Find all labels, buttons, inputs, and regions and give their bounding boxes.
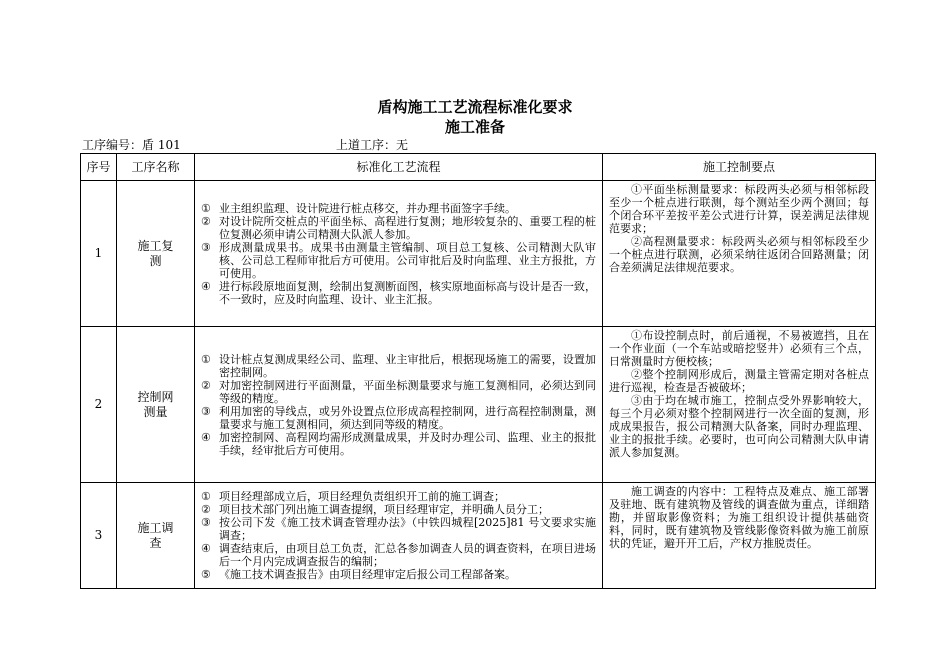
step-text: 对加密控制网进行平面测量，平面坐标测量要求与施工复测相同，必须达到同等级的精度。	[219, 378, 596, 405]
process-steps	[195, 483, 603, 589]
process-steps	[195, 327, 603, 483]
process-name: 施工调查	[117, 483, 195, 589]
step-text: 利用加密的导线点，或另外设置点位形成高程控制网，进行高程控制测量，测量要求与施工复测相同，须达到同等级的精度。	[219, 404, 596, 431]
step-item	[201, 215, 596, 241]
control-point: 施工调查的内容中：工程特点及难点、施工部署及驻地、既有建筑物及管线的调查做为重点，详细踏勘，并留取影像资料；为施工组织设计提供基础资料，同时，既有建筑物及管线影像资料做为施工前原状的凭证，避开开工后，产权方推脱责任。	[609, 485, 869, 550]
step-item	[201, 568, 596, 581]
process-steps	[195, 181, 603, 327]
step-text: 形成测量成果书。成果书由测量主管编制、项目总工复核、公司精测大队审核、公司总工程师审批后方可使用。公司审批后及时向监理、业主方报批，方可使用。	[219, 240, 596, 280]
step-item	[201, 405, 596, 431]
step-marker: ①	[201, 490, 211, 503]
step-marker: ③	[201, 404, 211, 418]
step-item	[201, 490, 596, 503]
step-text: 业主组织监理、设计院进行桩点移交，并办理书面签字手续。	[219, 201, 516, 215]
step-marker: ②	[201, 378, 211, 392]
step-item	[201, 353, 596, 379]
header-no: 序号	[81, 154, 117, 181]
row-number: 1	[81, 181, 117, 327]
control-point: ①布设控制点时，前后通视，不易被遮挡，且在一个作业面（一个车站或暗挖竖井）必须有三个点，日常测量时方便校核；	[609, 329, 869, 368]
step-marker: ①	[201, 201, 211, 215]
process-name: 控制网测量	[117, 327, 195, 483]
step-marker: ④	[201, 279, 211, 293]
control-points	[603, 327, 876, 483]
step-marker: ⑤	[201, 568, 211, 581]
document-subtitle: 施工准备	[444, 118, 505, 136]
step-text: 项目经理部成立后，项目经理负责组织开工前的施工调查；	[219, 490, 505, 503]
control-point: ③由于均在城市施工，控制点受外界影响较大，每三个月必须对整个控制网进行一次全面的复测，形成成果报告，报公司精测大队备案，同时办理监理、业主的报批手续。必要时，也可向公司精测大队申请派人参加复测。	[609, 394, 869, 459]
control-points	[603, 181, 876, 327]
step-item	[201, 280, 596, 306]
step-marker: ④	[201, 430, 211, 444]
header-control: 施工控制要点	[603, 154, 876, 181]
header-name: 工序名称	[117, 154, 195, 181]
step-item	[201, 516, 596, 542]
step-marker: ①	[201, 352, 211, 366]
control-point: ②高程测量要求：标段两头必须与相邻标段至少一个桩点进行联测，必须采纳往返闭合回路测量；闭合差须满足法律规范要求。	[609, 235, 869, 274]
header-process: 标准化工艺流程	[195, 154, 603, 181]
step-marker: ②	[201, 214, 211, 228]
step-item	[201, 542, 596, 568]
process-name: 施工复测	[117, 181, 195, 327]
step-item	[201, 431, 596, 457]
step-text: 《施工技术调查报告》由项目经理审定后报公司工程部备案。	[219, 568, 516, 581]
control-point: ②整个控制网形成后，测量主管需定期对各桩点进行巡视，检查是否被破坏；	[609, 368, 869, 394]
step-text: 调查结束后，由项目总工负责，汇总各参加调查人员的调查资料，在项目进场后一个月内完成调查报告的编制；	[219, 542, 596, 568]
step-text: 进行标段原地面复测，绘制出复测断面图，核实原地面标高与设计是否一致，不一致时，应及时向监理、设计、业主汇报。	[219, 279, 596, 306]
step-marker: ③	[201, 240, 211, 254]
step-marker: ④	[201, 542, 211, 555]
step-text: 按公司下发《施工技术调查管理办法》（中铁四城程[2025]81 号文要求实施调查；	[219, 516, 596, 542]
step-text: 设计桩点复测成果经公司、监理、业主审批后，根据现场施工的需要，设置加密控制网。	[219, 352, 596, 379]
table-row	[81, 181, 876, 327]
row-number: 3	[81, 483, 117, 589]
step-text: 项目技术部门列出施工调查提纲，项目经理审定，并明确人员分工；	[219, 503, 549, 516]
table-row	[81, 483, 876, 589]
step-item	[201, 202, 596, 215]
process-table	[80, 153, 876, 589]
step-text: 对设计院所交桩点的平面坐标、高程进行复测；地形较复杂的、重要工程的桩位复测必须申请公司精测大队派人参加。	[219, 214, 596, 241]
step-item	[201, 379, 596, 405]
document-title: 盾构施工工艺流程标准化要求	[377, 98, 573, 116]
step-marker: ②	[201, 503, 211, 516]
control-point: ①平面坐标测量要求：标段两头必须与相邻标段至少一个桩点进行联测，每个测站至少两个测回；每个闭合环平差按平差公式进行计算，误差满足法律规范要求；	[609, 183, 869, 235]
step-item	[201, 241, 596, 280]
step-item	[201, 503, 596, 516]
table-row	[81, 327, 876, 483]
table-header-row	[81, 154, 876, 181]
process-number: 工序编号：盾 101	[82, 138, 181, 152]
control-points	[603, 483, 876, 589]
row-number: 2	[81, 327, 117, 483]
previous-process: 上道工序：无	[336, 138, 409, 152]
step-text: 加密控制网、高程网均需形成测量成果，并及时办理公司、监理、业主的报批手续，经审批后方可使用。	[219, 430, 596, 457]
step-marker: ③	[201, 516, 211, 529]
